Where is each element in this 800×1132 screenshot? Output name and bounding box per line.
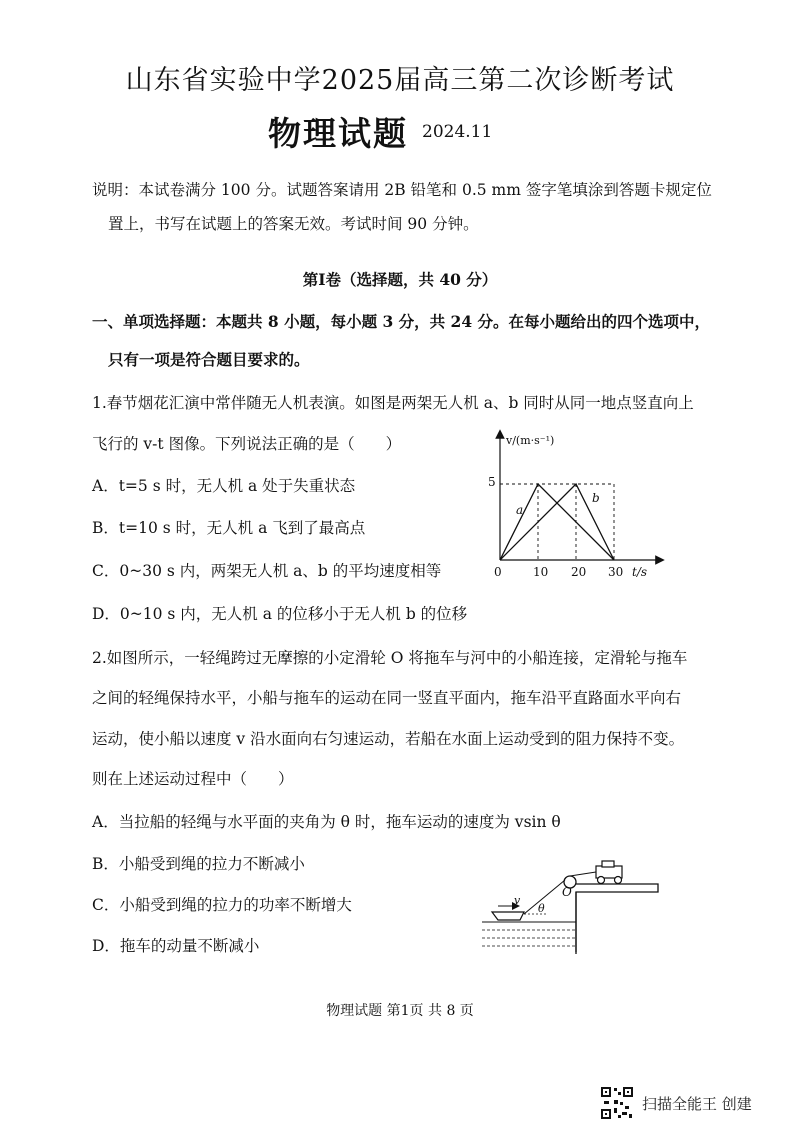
section-intro-line-1: 一、单项选择题：本题共 8 小题，每小题 3 分，共 24 分。在每小题给出的四个选项中，: [92, 312, 711, 331]
boat-icon: [492, 912, 524, 920]
x-tick-30: 30: [608, 565, 624, 579]
riverbank: [564, 884, 658, 952]
line-a-label: a: [516, 503, 524, 517]
q2-stem-line-1: 2.如图所示，一轻绳跨过无摩擦的小定滑轮 O 将拖车与河中的小船连接，定滑轮与拖车: [92, 649, 688, 667]
y-axis-label: v/(m·s⁻¹): [506, 434, 555, 447]
q2-stem-line-2: 之间的轻绳保持水平，小船与拖车的运动在同一竖直平面内，拖车沿平直路面水平向右: [92, 689, 682, 707]
school-title: 山东省实验中学2025届高三第二次诊断考试: [125, 65, 675, 96]
subject-title: 物理试题: [268, 114, 408, 153]
instructions-line-2: 置上，书写在试题上的答案无效。考试时间 90 分钟。: [108, 215, 479, 233]
q1-option-c: C．0~30 s 内，两架无人机 a、b 的平均速度相等: [92, 562, 442, 580]
exam-date: 2024.11: [422, 122, 493, 142]
q1-vt-graph: [478, 428, 678, 588]
q2-option-b: B．小船受到绳的拉力不断减小: [92, 855, 305, 873]
q1-option-a: A．t=5 s 时，无人机 a 处于失重状态: [92, 477, 356, 495]
qr-code-icon: [600, 1086, 634, 1120]
q2-option-d: D．拖车的动量不断减小: [92, 937, 260, 955]
x-tick-0: 0: [494, 565, 502, 579]
line-b-label: b: [592, 491, 600, 505]
pulley-label: O: [562, 885, 572, 899]
x-tick-10: 10: [533, 565, 549, 579]
x-tick-20: 20: [571, 565, 587, 579]
scanner-watermark: [600, 1086, 752, 1120]
q1-stem-line-2: 飞行的 v-t 图像。下列说法正确的是（ ）: [92, 435, 402, 453]
section-intro-line-2: 只有一项是符合题目要求的。: [108, 350, 310, 369]
q2-stem-line-3: 运动，使小船以速度 v 沿水面向右匀速运动，若船在水面上运动受到的阻力保持不变。: [92, 730, 685, 748]
velocity-label: v: [514, 894, 521, 907]
angle-label: θ: [538, 902, 545, 915]
section-title: 第Ⅰ卷（选择题，共 40 分）: [302, 270, 498, 289]
q1-option-d: D．0~10 s 内，无人机 a 的位移小于无人机 b 的位移: [92, 605, 468, 623]
instructions-line-1: 说明：本试卷满分 100 分。试题答案请用 2B 铅笔和 0.5 mm 签字笔填涂到答题卡规定位: [92, 181, 712, 199]
q2-pulley-figure: [478, 856, 668, 966]
q2-option-a: A．当拉船的轻绳与水平面的夹角为 θ 时，拖车运动的速度为 vsin θ: [92, 813, 561, 831]
q2-option-c: C．小船受到绳的拉力的功率不断增大: [92, 896, 352, 914]
watermark-text: 扫描全能王 创建: [642, 1094, 752, 1113]
page-footer: 物理试题 第1页 共 8 页: [326, 1003, 474, 1019]
x-axis-label: t/s: [632, 565, 648, 579]
q1-stem-line-1: 1.春节烟花汇演中常伴随无人机表演。如图是两架无人机 a、b 同时从同一地点竖直向上: [92, 394, 694, 412]
tow-truck-icon: [596, 861, 622, 884]
rope-horizontal: [570, 872, 596, 876]
y-tick-5: 5: [488, 475, 496, 489]
q2-stem-line-4: 则在上述运动过程中（ ）: [92, 770, 294, 788]
q1-option-b: B．t=10 s 时，无人机 a 飞到了最高点: [92, 519, 366, 537]
